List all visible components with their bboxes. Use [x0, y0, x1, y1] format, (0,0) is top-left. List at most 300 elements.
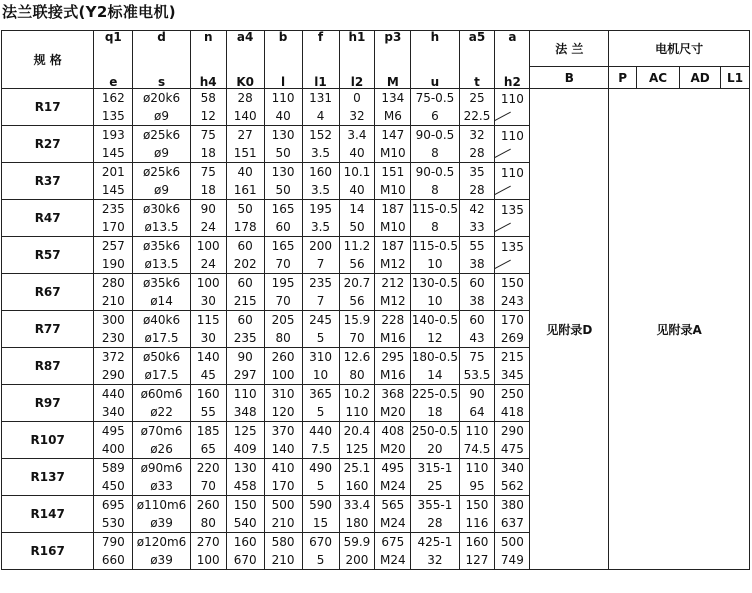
value-bottom: 22.5	[463, 109, 491, 123]
value-cell	[94, 348, 133, 385]
value-top: 695	[101, 498, 125, 512]
value-bottom: 458	[233, 479, 257, 493]
value-top: 160	[309, 165, 332, 179]
value-top: 590	[309, 498, 332, 512]
value-bottom: ø17.5	[144, 368, 179, 382]
value-top: 220	[196, 461, 220, 475]
value-cell	[339, 422, 375, 459]
value-cell	[226, 496, 264, 533]
value-cell	[302, 459, 339, 496]
value-cell	[495, 533, 530, 570]
column-header-bottom: M	[386, 75, 399, 89]
value-cell	[133, 237, 190, 274]
model-cell: R97	[2, 385, 94, 422]
value-cell	[133, 385, 190, 422]
value-bottom: 3.5	[310, 146, 331, 160]
value-cell	[190, 126, 226, 163]
value-top: 90	[200, 202, 216, 216]
value-cell	[375, 385, 411, 422]
value-bottom: 50	[349, 220, 365, 234]
value-top: 151	[381, 165, 405, 179]
value-bottom: 18	[200, 146, 216, 160]
value-top: 180-0.5	[411, 350, 459, 364]
value-cell	[190, 200, 226, 237]
value-top: 160	[196, 387, 220, 401]
value-cell	[190, 385, 226, 422]
value-bottom: 637	[500, 516, 524, 530]
value-bottom: 100	[271, 368, 295, 382]
model-cell: R27	[2, 126, 94, 163]
value-top: 135	[500, 240, 524, 254]
value-top: 110	[465, 424, 489, 438]
value-bottom: 28	[427, 516, 443, 530]
value-top: 147	[381, 128, 405, 142]
value-top: 58	[200, 91, 216, 105]
value-bottom: 120	[271, 405, 295, 419]
value-bottom: 243	[500, 294, 524, 308]
value-top: 90-0.5	[415, 128, 455, 142]
value-top: 110	[271, 91, 295, 105]
value-cell	[411, 496, 459, 533]
value-bottom	[495, 224, 529, 232]
value-top: 115-0.5	[411, 202, 459, 216]
column-header-bottom: t	[474, 75, 480, 89]
value-cell	[411, 311, 459, 348]
value-cell	[459, 496, 495, 533]
spec-table	[1, 30, 750, 570]
value-top: 250-0.5	[411, 424, 459, 438]
value-bottom: 540	[233, 516, 257, 530]
value-bottom: 409	[233, 442, 257, 456]
value-top: 90	[469, 387, 485, 401]
value-top: ø120m6	[136, 535, 187, 549]
value-cell	[190, 274, 226, 311]
value-bottom: 215	[233, 294, 257, 308]
value-cell	[495, 348, 530, 385]
column-header-top: p3	[384, 30, 402, 44]
value-top: 368	[381, 387, 405, 401]
value-top: 200	[309, 239, 332, 253]
value-top: 440	[101, 387, 125, 401]
value-bottom: 5	[316, 553, 325, 567]
value-top: 670	[309, 535, 332, 549]
not-applicable-mark	[495, 224, 511, 232]
value-cell	[264, 459, 302, 496]
value-cell	[495, 311, 530, 348]
value-cell	[190, 459, 226, 496]
value-cell	[339, 126, 375, 163]
value-top: 110	[500, 166, 524, 180]
value-top: 100	[196, 239, 220, 253]
value-top: ø35k6	[142, 276, 181, 290]
value-cell	[190, 533, 226, 570]
value-cell	[133, 163, 190, 200]
column-header-top: q1	[104, 30, 122, 44]
column-header-bottom: l1	[314, 75, 327, 89]
value-top: 110	[500, 92, 524, 106]
value-cell	[459, 385, 495, 422]
value-top: 235	[101, 202, 125, 216]
value-bottom: 7	[316, 257, 325, 271]
value-cell	[264, 126, 302, 163]
value-cell	[302, 533, 339, 570]
value-bottom: 70	[349, 331, 365, 345]
value-cell	[133, 126, 190, 163]
value-cell	[226, 459, 264, 496]
value-top: 355-1	[417, 498, 453, 512]
value-top: ø35k6	[142, 239, 181, 253]
value-bottom: 160	[345, 479, 369, 493]
value-top: 170	[500, 313, 524, 327]
value-bottom: ø9	[154, 146, 170, 160]
value-top: ø60m6	[140, 387, 183, 401]
value-cell	[133, 459, 190, 496]
value-cell	[302, 385, 339, 422]
value-top: 580	[271, 535, 295, 549]
value-bottom: M24	[380, 516, 406, 530]
value-top: 75	[200, 128, 216, 142]
value-top: ø25k6	[142, 128, 181, 142]
value-top: 60	[237, 276, 253, 290]
value-bottom: 45	[200, 368, 216, 382]
value-top: 201	[101, 165, 125, 179]
value-bottom: 30	[200, 294, 216, 308]
value-bottom: 24	[200, 257, 216, 271]
value-cell	[302, 126, 339, 163]
column-header-top: a4	[236, 30, 254, 44]
value-top: ø110m6	[136, 498, 187, 512]
value-bottom: 80	[349, 368, 365, 382]
value-cell	[94, 496, 133, 533]
value-cell	[495, 200, 530, 237]
value-bottom: 7.5	[310, 442, 331, 456]
value-bottom: 290	[101, 368, 125, 382]
value-top: 165	[271, 202, 295, 216]
value-cell	[133, 311, 190, 348]
value-top: ø70m6	[140, 424, 183, 438]
value-top: 290	[500, 424, 524, 438]
value-cell	[339, 200, 375, 237]
value-cell	[264, 89, 302, 126]
value-cell	[302, 200, 339, 237]
value-bottom: 55	[200, 405, 216, 419]
value-bottom: M10	[380, 220, 406, 234]
value-cell	[375, 126, 411, 163]
value-bottom: M24	[380, 479, 406, 493]
value-cell	[459, 422, 495, 459]
value-cell	[411, 422, 459, 459]
model-cell: R147	[2, 496, 94, 533]
column-header-top: a5	[468, 30, 486, 44]
value-top: 75	[200, 165, 216, 179]
value-bottom: 60	[275, 220, 291, 234]
value-bottom: ø13.5	[144, 257, 179, 271]
value-top: 10.1	[343, 165, 371, 179]
value-bottom: 400	[101, 442, 125, 456]
model-cell: R67	[2, 274, 94, 311]
value-cell	[339, 348, 375, 385]
column-header-bottom: u	[430, 75, 440, 89]
value-cell	[495, 385, 530, 422]
value-top: 408	[381, 424, 405, 438]
value-cell	[495, 163, 530, 200]
value-bottom: 74.5	[463, 442, 491, 456]
value-bottom: 170	[101, 220, 125, 234]
value-bottom: 202	[233, 257, 257, 271]
value-top: 42	[469, 202, 485, 216]
value-bottom: 12	[200, 109, 216, 123]
value-top: 25.1	[343, 461, 371, 475]
column-header	[264, 31, 302, 89]
value-cell	[94, 274, 133, 311]
value-top: 40	[237, 165, 253, 179]
model-cell: R87	[2, 348, 94, 385]
value-cell	[264, 496, 302, 533]
value-cell	[94, 533, 133, 570]
value-bottom: M10	[380, 183, 406, 197]
value-top: 310	[309, 350, 332, 364]
value-bottom: 53.5	[463, 368, 491, 382]
flange-appendix-note: 见附录D	[530, 89, 609, 570]
motor-header: 电机尺寸	[609, 31, 750, 67]
column-header-bottom: l	[281, 75, 286, 89]
value-top: 260	[196, 498, 220, 512]
value-cell	[302, 163, 339, 200]
value-cell	[495, 126, 530, 163]
value-top: 60	[469, 313, 485, 327]
value-cell	[226, 422, 264, 459]
value-bottom: 200	[345, 553, 369, 567]
value-top: 228	[381, 313, 405, 327]
value-bottom: 100	[196, 553, 220, 567]
value-top: 59.9	[343, 535, 371, 549]
value-bottom: 30	[200, 331, 216, 345]
value-bottom: 8	[431, 146, 439, 160]
value-bottom: 33	[469, 220, 485, 234]
value-top: 215	[500, 350, 524, 364]
value-bottom: ø9	[154, 109, 170, 123]
value-cell	[190, 237, 226, 274]
value-bottom: 7	[316, 294, 325, 308]
value-cell	[339, 274, 375, 311]
value-top: 340	[500, 461, 524, 475]
value-cell	[411, 163, 459, 200]
value-bottom: 140	[271, 442, 295, 456]
value-cell	[94, 311, 133, 348]
value-cell	[339, 163, 375, 200]
spec-header: 规 格	[2, 31, 94, 89]
value-cell	[302, 496, 339, 533]
value-cell	[495, 496, 530, 533]
value-top: 165	[271, 239, 295, 253]
value-bottom: 43	[469, 331, 485, 345]
value-top: 135	[500, 203, 524, 217]
value-bottom: 170	[271, 479, 295, 493]
column-header-top: b	[278, 30, 288, 44]
value-cell	[264, 237, 302, 274]
value-cell	[302, 274, 339, 311]
value-bottom: 18	[200, 183, 216, 197]
value-top: 185	[196, 424, 220, 438]
flange-sub-header: B	[530, 67, 609, 89]
value-bottom: 28	[469, 146, 485, 160]
not-applicable-mark	[495, 150, 511, 158]
value-cell	[411, 348, 459, 385]
value-top: 500	[500, 535, 524, 549]
value-cell	[339, 89, 375, 126]
value-top: 90	[237, 350, 253, 364]
value-top: ø40k6	[142, 313, 181, 327]
value-cell	[133, 274, 190, 311]
value-cell	[264, 422, 302, 459]
value-top: 115-0.5	[411, 239, 459, 253]
motor-sub-ac: AC	[637, 67, 680, 89]
value-top: 160	[465, 535, 489, 549]
value-cell	[375, 422, 411, 459]
value-cell	[459, 200, 495, 237]
value-top: 131	[309, 91, 332, 105]
value-cell	[495, 237, 530, 274]
value-bottom: 25	[427, 479, 443, 493]
value-top: 675	[381, 535, 405, 549]
value-bottom: 670	[233, 553, 257, 567]
value-cell	[226, 163, 264, 200]
value-top: 32	[469, 128, 485, 142]
column-header	[339, 31, 375, 89]
value-bottom: 32	[349, 109, 365, 123]
value-bottom: 40	[349, 146, 365, 160]
value-top: 3.4	[347, 128, 367, 142]
value-bottom: 145	[101, 183, 125, 197]
value-bottom: 297	[233, 368, 257, 382]
value-top: 130-0.5	[411, 276, 459, 290]
column-header-top: d	[157, 30, 166, 44]
value-bottom: 95	[469, 479, 485, 493]
value-top: 20.4	[343, 424, 371, 438]
value-bottom: 180	[345, 516, 369, 530]
value-cell	[339, 311, 375, 348]
value-cell	[495, 459, 530, 496]
motor-appendix-note: 见附录A	[609, 89, 750, 570]
column-header	[495, 31, 530, 89]
value-bottom: M16	[380, 331, 406, 345]
value-cell	[302, 237, 339, 274]
value-bottom: 18	[427, 405, 443, 419]
value-top: 225-0.5	[411, 387, 459, 401]
value-cell	[339, 496, 375, 533]
value-cell	[375, 274, 411, 311]
value-bottom	[495, 150, 529, 158]
value-bottom: 210	[101, 294, 125, 308]
value-cell	[190, 163, 226, 200]
value-bottom: 40	[349, 183, 365, 197]
value-bottom: 418	[500, 405, 524, 419]
value-top: 50	[237, 202, 253, 216]
column-header	[133, 31, 190, 89]
value-bottom: M24	[380, 553, 406, 567]
value-cell	[264, 348, 302, 385]
model-cell: R17	[2, 89, 94, 126]
value-cell	[226, 385, 264, 422]
value-cell	[459, 274, 495, 311]
model-cell: R37	[2, 163, 94, 200]
value-top: 425-1	[417, 535, 453, 549]
value-bottom: 50	[275, 146, 291, 160]
value-cell	[339, 237, 375, 274]
value-top: 260	[271, 350, 295, 364]
value-cell	[133, 496, 190, 533]
value-bottom: M12	[380, 257, 406, 271]
value-bottom: 475	[500, 442, 524, 456]
value-cell	[495, 274, 530, 311]
column-header	[190, 31, 226, 89]
value-top: 60	[469, 276, 485, 290]
value-bottom: 8	[431, 183, 439, 197]
value-bottom: M10	[380, 146, 406, 160]
column-header	[94, 31, 133, 89]
value-top: 130	[271, 165, 295, 179]
value-top: 205	[271, 313, 295, 327]
value-cell	[459, 348, 495, 385]
value-bottom: 110	[345, 405, 369, 419]
value-top: 250	[500, 387, 524, 401]
value-bottom: 14	[427, 368, 443, 382]
value-top: 440	[309, 424, 332, 438]
value-top: 27	[237, 128, 253, 142]
value-top: ø20k6	[142, 91, 181, 105]
value-top: 60	[237, 313, 253, 327]
not-applicable-mark	[495, 187, 511, 195]
value-bottom: ø39	[150, 516, 173, 530]
value-cell	[375, 496, 411, 533]
value-bottom: 40	[275, 109, 291, 123]
value-cell	[190, 422, 226, 459]
value-top: 150	[465, 498, 489, 512]
value-cell	[459, 237, 495, 274]
value-cell	[339, 385, 375, 422]
motor-sub-l1: L1	[721, 67, 750, 89]
value-bottom: 70	[200, 479, 216, 493]
value-top: ø30k6	[142, 202, 181, 216]
value-top: 365	[309, 387, 332, 401]
value-cell	[133, 422, 190, 459]
value-bottom: 235	[233, 331, 257, 345]
value-bottom: 6	[431, 109, 439, 123]
value-bottom: 20	[427, 442, 443, 456]
value-bottom: 230	[101, 331, 125, 345]
value-bottom: 151	[233, 146, 257, 160]
page-title: 法兰联接式(Y2标准电机)	[2, 3, 176, 21]
motor-sub-p: P	[609, 67, 637, 89]
not-applicable-mark	[495, 113, 511, 121]
value-cell	[459, 89, 495, 126]
value-cell	[133, 200, 190, 237]
value-bottom: 161	[233, 183, 257, 197]
value-top: 212	[381, 276, 405, 290]
value-top: 90-0.5	[415, 165, 455, 179]
value-cell	[339, 533, 375, 570]
value-cell	[411, 385, 459, 422]
value-top: ø25k6	[142, 165, 181, 179]
value-top: 315-1	[417, 461, 453, 475]
column-header-bottom: l2	[350, 75, 364, 89]
not-applicable-mark	[495, 261, 511, 269]
value-top: 33.4	[343, 498, 371, 512]
value-cell	[375, 89, 411, 126]
value-top: 280	[101, 276, 125, 290]
value-top: ø90m6	[140, 461, 183, 475]
column-header-top: h1	[348, 30, 366, 44]
